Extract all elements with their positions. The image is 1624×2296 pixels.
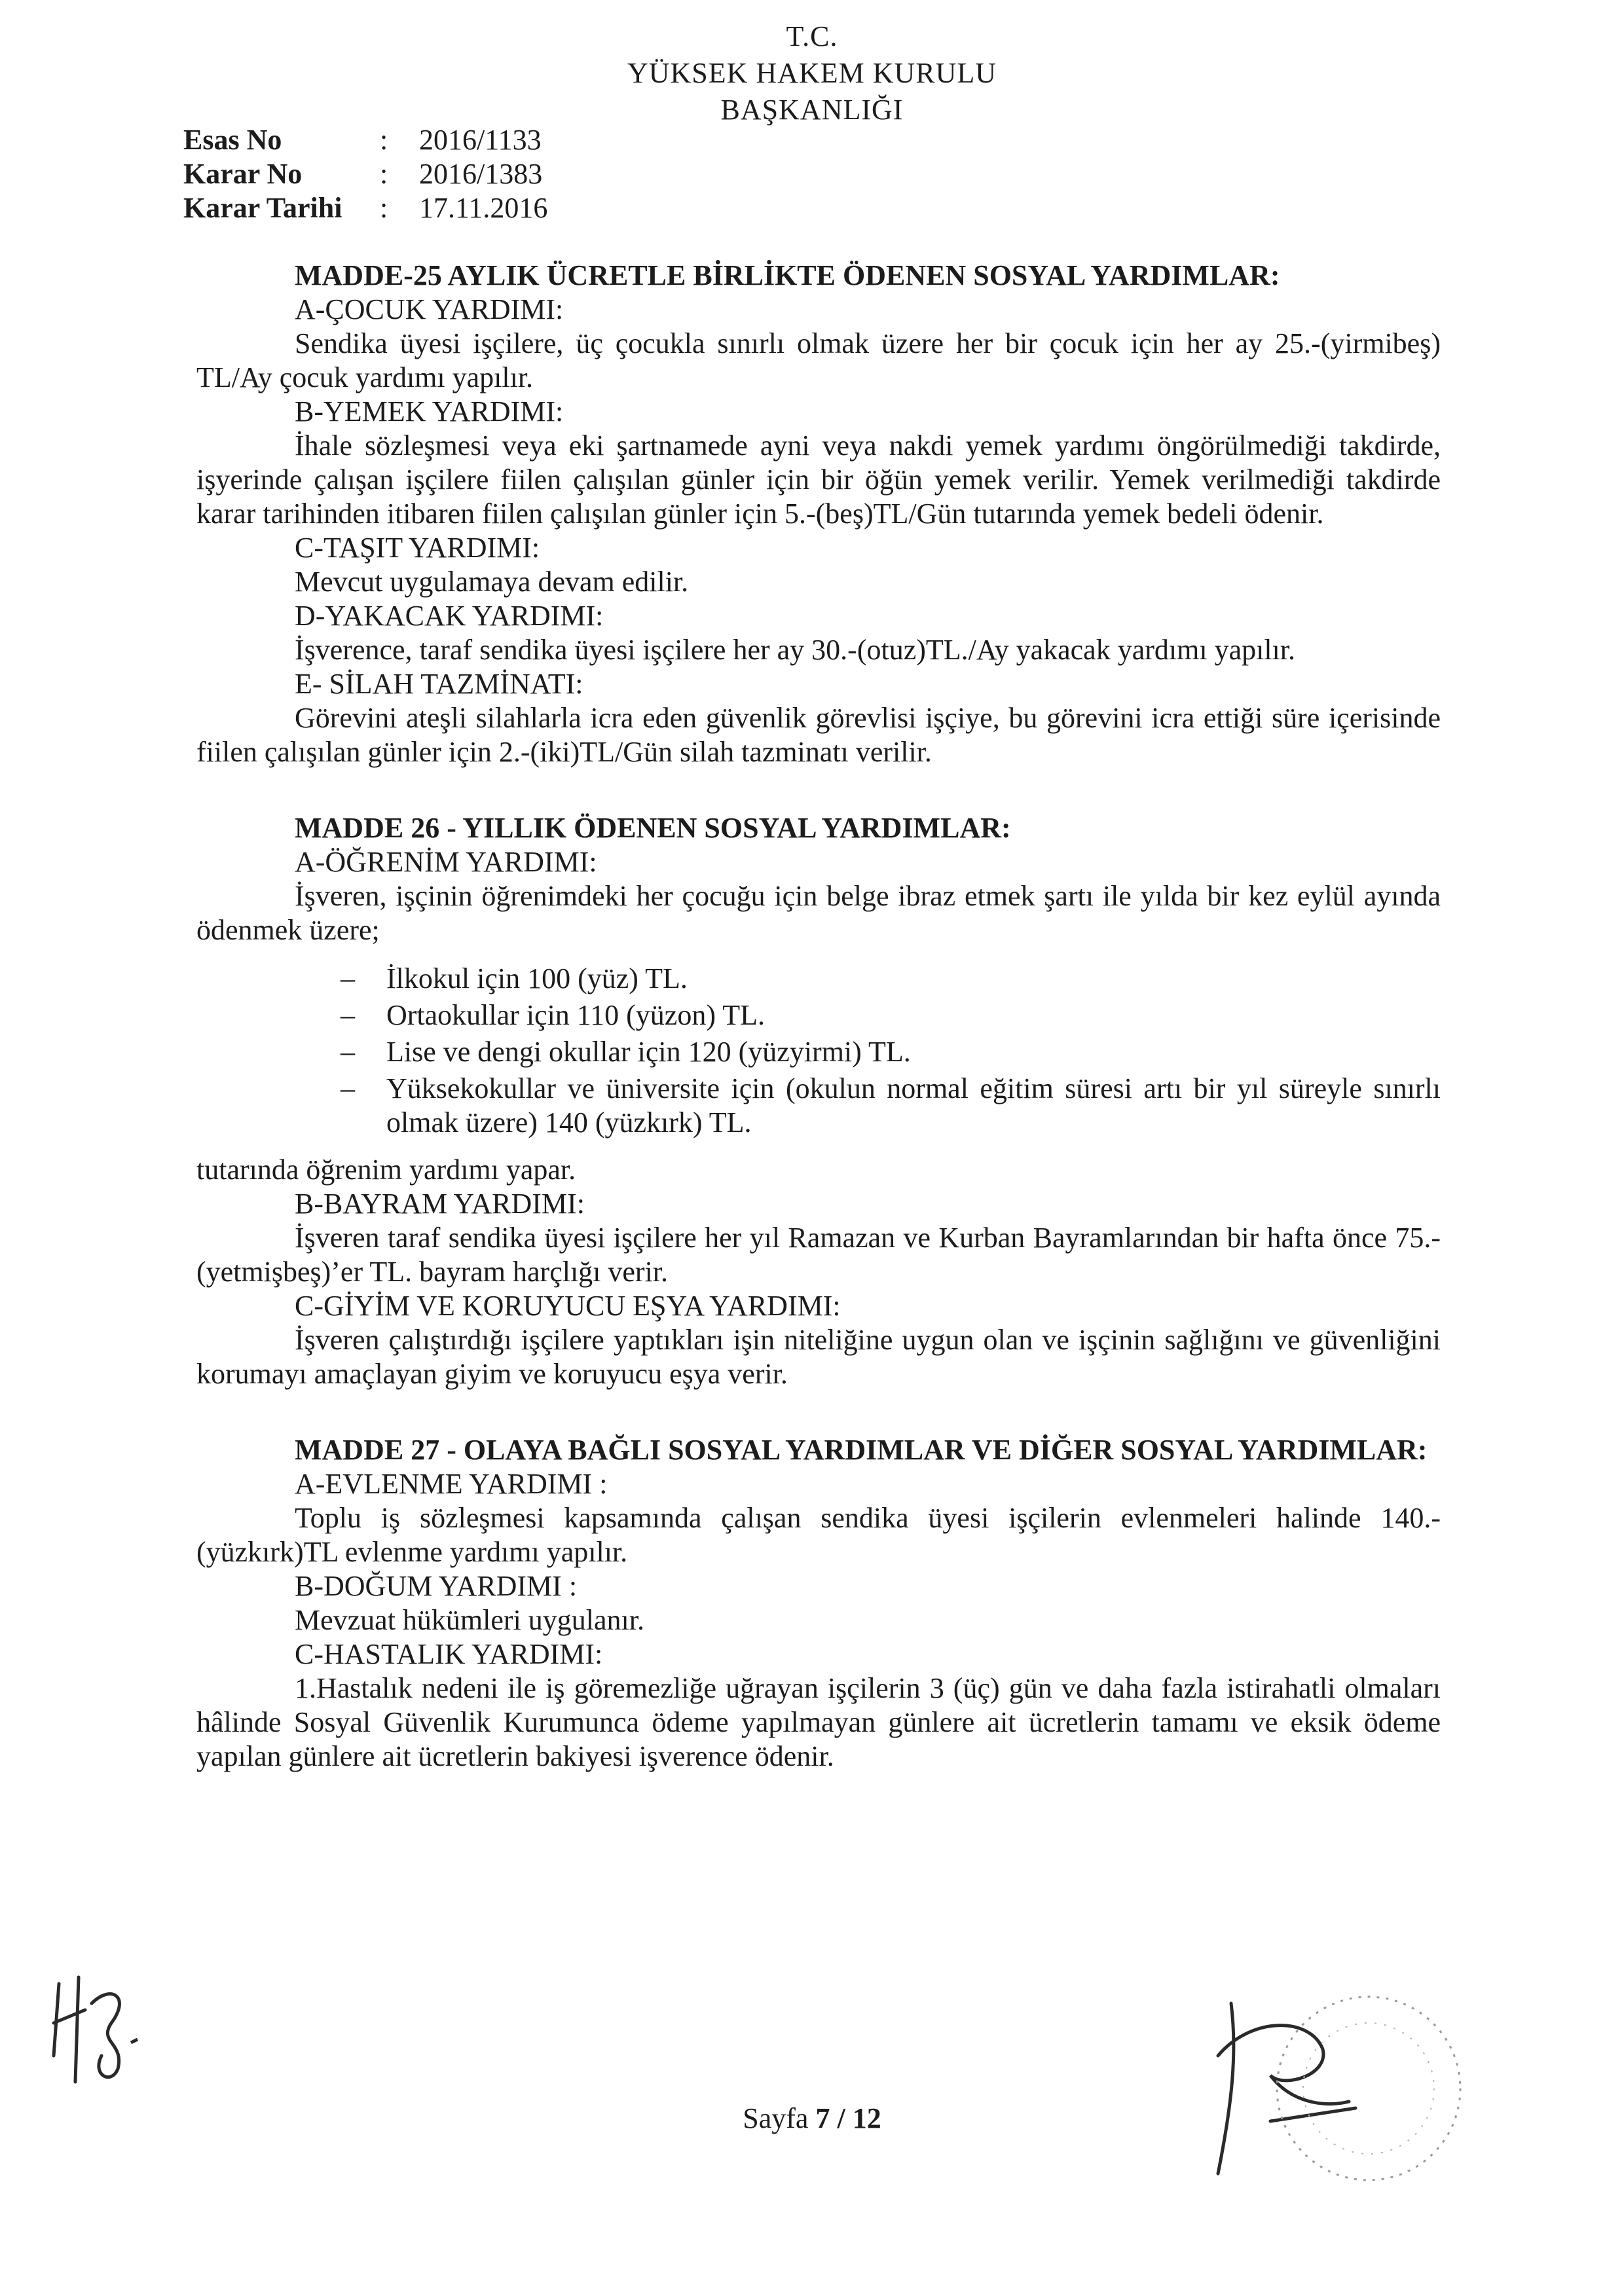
- madde26-title: MADDE 26 - YILLIK ÖDENEN SOSYAL YARDIMLAR:: [295, 812, 1011, 844]
- section-gap: [196, 1391, 1441, 1433]
- karar-value: 2016/1383: [419, 158, 543, 190]
- document-body: [196, 259, 1441, 1774]
- esas-row: [183, 123, 547, 157]
- madde27-a-title: A-EVLENME YARDIMI :: [295, 1468, 608, 1500]
- list-item: [341, 962, 1441, 996]
- page-number-prefix: Sayfa: [743, 2102, 816, 2134]
- case-info: [183, 123, 547, 225]
- madde26-b-text: İşveren taraf sendika üyesi işçilere her yıl Ramazan ve Kurban Bayramlarından bir hafta önce 75.-(yetmişbeş)’er TL. bayram harçlığı verir.: [196, 1222, 1441, 1288]
- tarih-row: [183, 191, 547, 225]
- madde25-b-text: İhale sözleşmesi veya eki şartnamede ayni veya nakdi yemek yardımı öngörülmediği takdirde, işyerinde çalışan işçilere fiilen çalışılan günler için bir öğün yemek verilir. Yemek verilmediği takdirde karar tarihinden itibaren fiilen çalışılan günler için 5.-(beş)TL/Gün tutarında yemek bedeli ödenir.: [196, 429, 1441, 530]
- madde25-a-text: Sendika üyesi işçilere, üç çocukla sınırlı olmak üzere her bir çocuk için her ay 25.-(yirmibeş) TL/Ay çocuk yardımı yapılır.: [196, 327, 1441, 393]
- list-item: [341, 998, 1441, 1032]
- madde27-c-title: C-HASTALIK YARDIMI:: [295, 1638, 603, 1670]
- karar-row: [183, 157, 547, 191]
- header-line-institution: YÜKSEK HAKEM KURULU: [627, 57, 997, 89]
- madde27-b-text: Mevzuat hükümleri uygulanır.: [295, 1604, 644, 1636]
- stamp-mark: [1270, 1971, 1467, 2206]
- header-line-office: BAŞKANLIĞI: [720, 94, 904, 126]
- madde26-a-text: İşveren, işçinin öğrenimdeki her çocuğu için belge ibraz etmek şartı ile yılda bir kez eylül ayında ödenmek üzere;: [196, 880, 1441, 946]
- madde26-a-tail: tutarında öğrenim yardımı yapar.: [196, 1154, 576, 1186]
- esas-separator: :: [380, 124, 388, 156]
- dash-marker: –: [341, 999, 355, 1031]
- list-item-text: Ortaokullar için 110 (yüzon) TL.: [386, 999, 765, 1031]
- ogrenim-list: [341, 962, 1441, 1140]
- left-initials-signature: [39, 1958, 157, 2088]
- karar-label: Karar No: [183, 158, 303, 190]
- list-item-text: Lise ve dengi okullar için 120 (yüzyirmi) TL.: [386, 1036, 911, 1068]
- madde26-c-text: İşveren çalıştırdığı işçilere yaptıkları işin niteliğine uygun olan ve işçinin sağlığını ve güvenliğini korumayı amaçlayan giyim ve koruyucu eşya verir.: [196, 1324, 1441, 1390]
- madde27-b-title: B-DOĞUM YARDIMI :: [295, 1570, 578, 1602]
- page-number: 7 / 12: [815, 2102, 881, 2134]
- madde25-c-text: Mevcut uygulamaya devam edilir.: [295, 566, 689, 598]
- list-item-text: Yüksekokullar ve üniversite için (okulun normal eğitim süresi artı bir yıl süreyle sınırlı olmak üzere) 140 (yüzkırk) TL.: [386, 1072, 1441, 1139]
- list-item: [341, 1035, 1441, 1069]
- madde25-d-text: İşverence, taraf sendika üyesi işçilere her ay 30.-(otuz)TL./Ay yakacak yardımı yapılır.: [295, 634, 1295, 666]
- madde25-b-title: B-YEMEK YARDIMI:: [295, 395, 564, 428]
- madde25-a-title: A-ÇOCUK YARDIMI:: [295, 293, 564, 325]
- madde25-title: MADDE-25 AYLIK ÜCRETLE BİRLİKTE ÖDENEN SOSYAL YARDIMLAR:: [295, 259, 1280, 291]
- tarih-separator: :: [380, 192, 388, 224]
- document-header: [0, 18, 1624, 128]
- esas-value: 2016/1133: [419, 124, 542, 156]
- madde26-c-title: C-GİYİM VE KORUYUCU EŞYA YARDIMI:: [295, 1290, 841, 1322]
- section-gap: [196, 769, 1441, 811]
- tarih-value: 17.11.2016: [419, 192, 548, 224]
- karar-separator: :: [380, 158, 388, 190]
- madde25-e-text: Görevini ateşli silahlarla icra eden güvenlik görevlisi işçiye, bu görevini icra ettiği süre içerisinde fiilen çalışılan günler için 2.-(iki)TL/Gün silah tazminatı verilir.: [196, 702, 1441, 768]
- dash-marker: –: [341, 962, 355, 994]
- tarih-label: Karar Tarihi: [183, 192, 342, 224]
- madde26-a-title: A-ÖĞRENİM YARDIMI:: [295, 846, 597, 878]
- list-item: [341, 1072, 1441, 1140]
- dash-marker: –: [341, 1036, 355, 1068]
- dash-marker: –: [341, 1072, 355, 1104]
- madde27-a-text: Toplu iş sözleşmesi kapsamında çalışan sendika üyesi işçilerin evlenmeleri halinde 140.-(yüzkırk)TL evlenme yardımı yapılır.: [196, 1502, 1441, 1568]
- header-line-tc: T.C.: [786, 20, 838, 52]
- madde25-c-title: C-TAŞIT YARDIMI:: [295, 532, 540, 564]
- madde27-c-text: 1.Hastalık nedeni ile iş göremezliğe uğrayan işçilerin 3 (üç) gün ve daha fazla istirahatli olmaları hâlinde Sosyal Güvenlik Kurumunca ödeme yapılmayan günlere ait ücretlerin tamamı ve eksik ödeme yapılan günlere ait ücretlerin bakiyesi işverence ödenir.: [196, 1672, 1441, 1772]
- madde25-d-title: D-YAKACAK YARDIMI:: [295, 600, 604, 632]
- madde25-e-title: E- SİLAH TAZMİNATI:: [295, 668, 583, 700]
- list-item-text: İlkokul için 100 (yüz) TL.: [386, 962, 688, 994]
- madde26-b-title: B-BAYRAM YARDIMI:: [295, 1188, 585, 1220]
- madde27-title: MADDE 27 - OLAYA BAĞLI SOSYAL YARDIMLAR VE DİĞER SOSYAL YARDIMLAR:: [295, 1434, 1428, 1466]
- esas-label: Esas No: [183, 124, 282, 156]
